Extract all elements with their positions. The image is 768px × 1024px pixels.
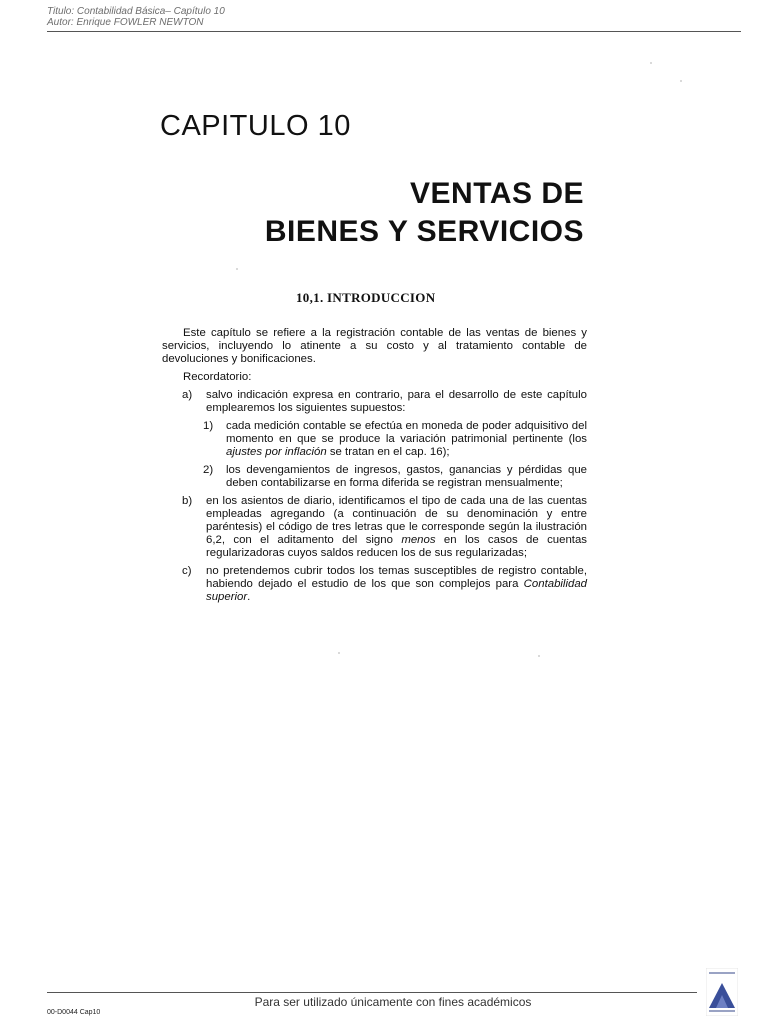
header-author: Autor: Enrique FOWLER NEWTON [47, 17, 204, 28]
sub-item-2-text: los devengamientos de ingresos, gastos, ganancias y pérdidas que deben contabilizarse en forma diferida se registran mensualmente; [226, 464, 587, 489]
intro-paragraph: Este capítulo se refiere a la registración contable de las ventas de bienes y servicios, incluyendo lo atinente a su costo y al tratamiento contable de devoluciones y bonificaciones. [162, 327, 587, 365]
section-heading: 10,1. INTRODUCCION [296, 290, 436, 305]
reminder-label: Recordatorio: [183, 371, 252, 383]
list-item-c-text-b: . [247, 591, 251, 603]
sub-item-1-text-b: se tratan en el cap. 16); [326, 446, 450, 458]
footer-code: 00-D0044 Cap10 [47, 1009, 101, 1016]
header-title: Titulo: Contabilidad Básica– Capítulo 10 [47, 6, 225, 17]
sub-item-2-label: 2) [203, 464, 214, 476]
document-header [47, 6, 225, 28]
sub-item-1-text-a: cada medición contable se efectúa en moneda de poder adquisitivo del momento en que se produce la variación patrimonial pertinente (los [226, 420, 587, 445]
footer-notice: Para ser utilizado únicamente con fines académicos [254, 995, 532, 1009]
chapter-label: CAPITULO 10 [160, 110, 351, 142]
sub-item-1-emphasis: ajustes por inflación [226, 446, 327, 458]
scan-speck [236, 268, 238, 270]
chapter-title-line-2: BIENES Y SERVICIOS [264, 215, 584, 248]
footer-divider [47, 992, 697, 993]
list-item-c-label: c) [182, 565, 192, 577]
body-text [162, 327, 587, 609]
list-item-a-label: a) [182, 389, 193, 401]
list-item-b-text-a: en los asientos de diario, identificamos el tipo de cada una de las cuentas empleadas agregando (a continuación de su denominación y entre paréntesis) el código de tres letras que le corresponde según la ilustración 6,2, con el aditamento del signo [206, 495, 587, 546]
list-item-c-text-a: no pretendemos cubrir todos los temas susceptibles de registro contable, habiendo dejado el estudio de los que son complejos para [206, 565, 587, 590]
list-item-c-emphasis: Contabilidad superior [206, 578, 587, 603]
scan-speck [338, 652, 340, 654]
scan-speck [650, 62, 652, 64]
list-item-b-text-b: en los casos de cuentas regularizadoras cuyos saldos reducen los de sus regularizadas; [206, 534, 587, 559]
chapter-title-line-1: VENTAS DE [410, 177, 584, 210]
sub-item-2 [162, 464, 587, 490]
list-item-b-label: b) [182, 495, 193, 507]
chapter-title [265, 175, 584, 251]
scan-speck [680, 80, 682, 82]
sub-item-1-label: 1) [203, 420, 214, 432]
scan-speck [538, 655, 540, 657]
list-item-a [162, 389, 587, 415]
list-item-a-text: salvo indicación expresa en contrario, para el desarrollo de este capítulo emplearemos los siguientes supuestos: [206, 389, 587, 414]
publisher-logo [706, 968, 738, 1016]
sub-item-1 [162, 420, 587, 459]
list-item-b-emphasis: menos [401, 534, 436, 546]
header-divider [47, 31, 741, 32]
list-item-b [162, 495, 587, 560]
list-item-c [162, 565, 587, 604]
